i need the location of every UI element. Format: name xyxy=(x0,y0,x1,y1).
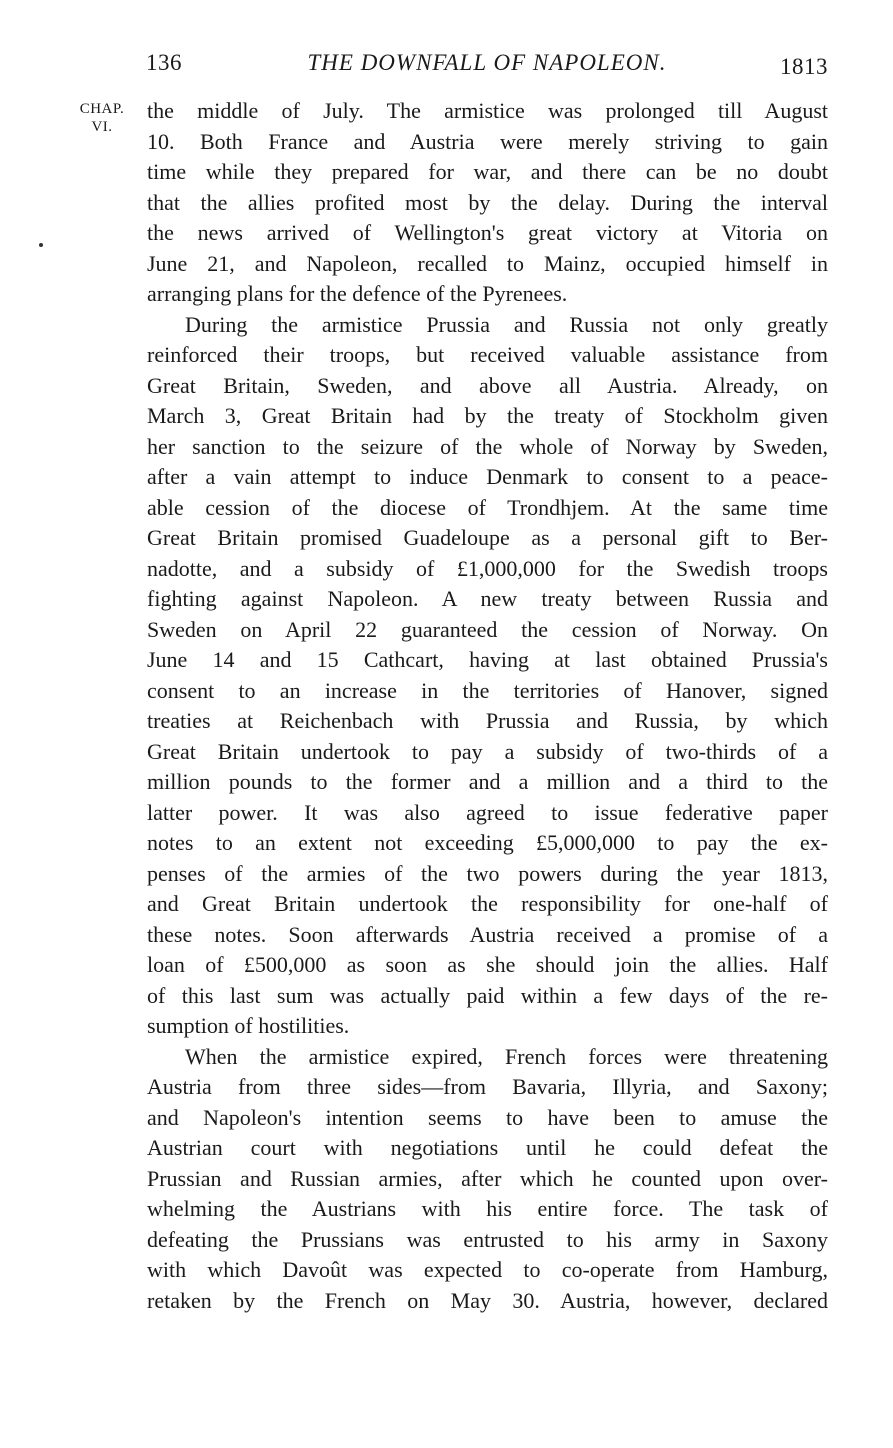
text-line: Great Britain, Sweden, and above all Austria. Already, on xyxy=(147,372,828,398)
text-line: her sanction to the seizure of the whole of Norway by Sweden, xyxy=(147,433,828,459)
chapter-number: VI. xyxy=(91,119,113,135)
paragraph-1 xyxy=(147,96,828,310)
text-line: Prussian and Russian armies, after which he counted upon over- xyxy=(147,1165,828,1191)
text-line: Austria from three sides—from Bavaria, Illyria, and Saxony; xyxy=(147,1074,828,1099)
text-line: March 3, Great Britain had by the treaty of Stockholm given xyxy=(147,403,828,428)
text-line: During the armistice Prussia and Russia not only greatly xyxy=(185,311,828,337)
page-number: 136 xyxy=(146,50,182,75)
chapter-margin-note xyxy=(66,100,138,136)
text-line: fighting against Napoleon. A new treaty between Russia and xyxy=(147,586,828,611)
text-line: the middle of July. The armistice was prolonged till August xyxy=(147,98,828,123)
text-line: able cession of the diocese of Trondhjem. At the same time xyxy=(147,494,828,520)
text-line: Great Britain promised Guadeloupe as a personal gift to Ber- xyxy=(147,525,828,550)
text-line: Sweden on April 22 guaranteed the cession of Norway. On xyxy=(147,616,828,642)
body-text xyxy=(147,96,828,1316)
text-line: treaties at Reichenbach with Prussia and Russia, by which xyxy=(147,708,828,733)
text-line: Austrian court with negotiations until he could defeat the xyxy=(147,1135,828,1160)
text-line: When the armistice expired, French forces were threatening xyxy=(185,1043,828,1069)
text-line: that the allies profited most by the delay. During the interval xyxy=(147,189,828,215)
text-line: June 14 and 15 Cathcart, having at last obtained Prussia's xyxy=(147,647,828,672)
paragraph-3 xyxy=(147,1042,828,1317)
text-line: Great Britain undertook to pay a subsidy of two-thirds of a xyxy=(147,738,828,764)
running-head xyxy=(146,46,828,80)
text-line: penses of the armies of the two powers during the year 1813, xyxy=(147,860,828,886)
text-line: whelming the Austrians with his entire force. The task of xyxy=(147,1196,828,1221)
paragraph-2 xyxy=(147,310,828,1042)
text-line: and Great Britain undertook the responsibility for one-half of xyxy=(147,891,828,916)
running-title: THE DOWNFALL OF NAPOLEON. xyxy=(307,50,667,75)
text-line: reinforced their troops, but received valuable assistance from xyxy=(147,342,828,367)
margin-mark xyxy=(39,243,43,247)
text-line: and Napoleon's intention seems to have been to amuse the xyxy=(147,1104,828,1130)
text-line: time while they prepared for war, and there can be no doubt xyxy=(147,159,828,184)
text-line: with which Davoût was expected to co-operate from Hamburg, xyxy=(147,1257,828,1282)
text-line: nadotte, and a subsidy of £1,000,000 for the Swedish troops xyxy=(147,555,828,581)
text-line: retaken by the French on May 30. Austria, however, declared xyxy=(147,1287,828,1313)
text-line: these notes. Soon afterwards Austria received a promise of a xyxy=(147,921,828,947)
text-line: after a vain attempt to induce Denmark to consent to a peace- xyxy=(147,464,828,489)
text-line: loan of £500,000 as soon as she should join the allies. Half xyxy=(147,952,828,977)
text-line: June 21, and Napoleon, recalled to Mainz, occupied himself in xyxy=(147,250,828,276)
text-line: latter power. It was also agreed to issue federative paper xyxy=(147,799,828,825)
text-line: 10. Both France and Austria were merely striving to gain xyxy=(147,128,828,154)
text-line: sumption of hostilities. xyxy=(147,1013,350,1038)
chapter-label: CHAP. xyxy=(79,101,125,117)
running-year: 1813 xyxy=(780,54,828,79)
text-line: consent to an increase in the territories of Hanover, signed xyxy=(147,677,828,703)
text-line: notes to an extent not exceeding £5,000,000 to pay the ex- xyxy=(147,830,828,855)
text-line: the news arrived of Wellington's great victory at Vitoria on xyxy=(147,220,828,245)
text-line: arranging plans for the defence of the Pyrenees. xyxy=(147,281,568,306)
text-line: million pounds to the former and a million and a third to the xyxy=(147,769,828,794)
text-line: defeating the Prussians was entrusted to his army in Saxony xyxy=(147,1226,828,1252)
text-line: of this last sum was actually paid within a few days of the re- xyxy=(147,982,828,1008)
